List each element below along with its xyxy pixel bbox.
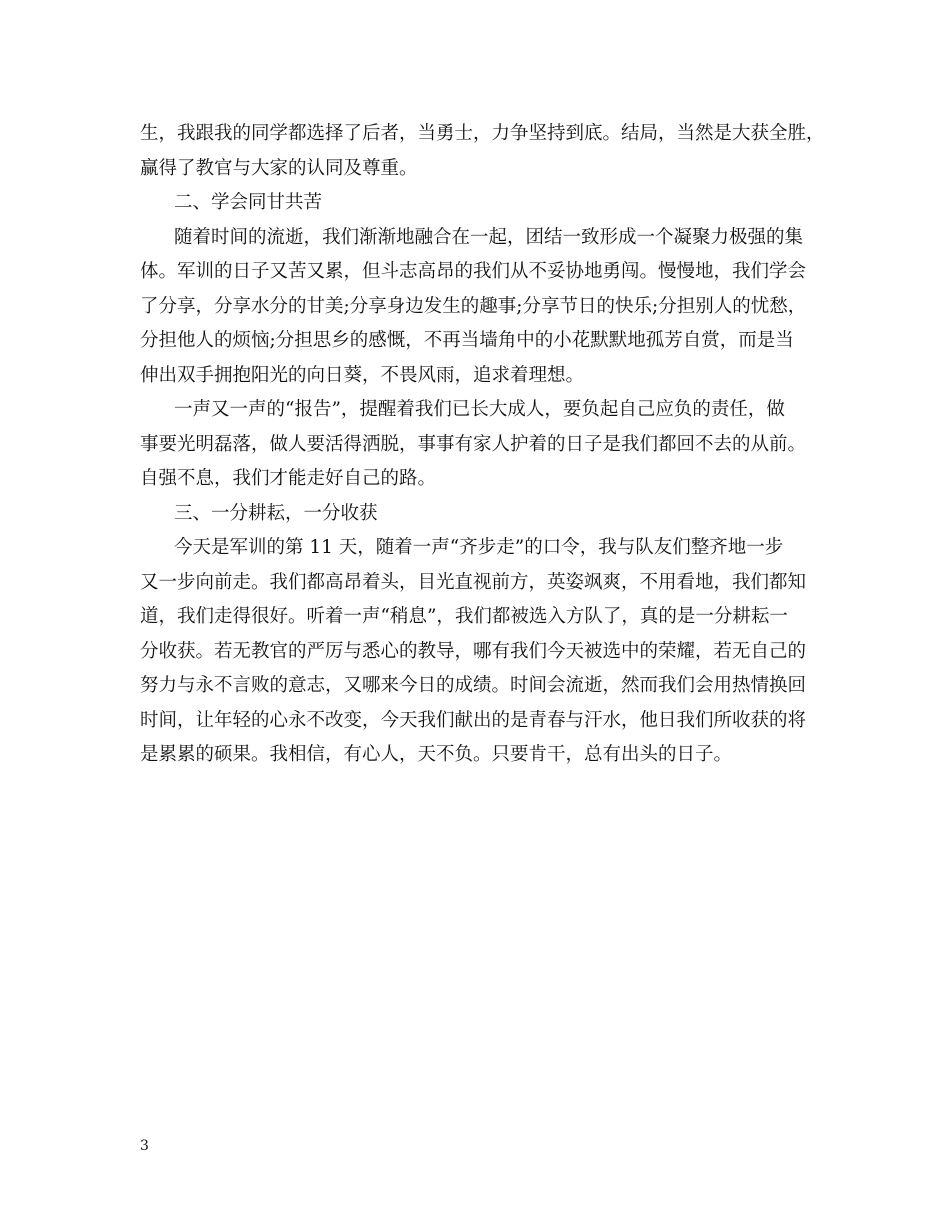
text-line: 是累累的硕果。我相信，有心人，天不负。只要肯干，总有出头的日子。 <box>140 744 733 765</box>
text-line: 时间，让年轻的心永不改变，今天我们献出的是青春与汗水，他日我们所收获的将 <box>140 709 807 731</box>
text-line: 体。军训的日子又苦又累，但斗志高昂的我们从不妥协地勇闯。慢慢地，我们学会 <box>140 261 807 282</box>
section-heading-2 <box>140 186 820 221</box>
text-line: 赢得了教官与大家的认同及尊重。 <box>140 157 418 179</box>
text-line: 分担他人的烦恼;分担思乡的感慨，不再当墙角中的小花默默地孤芳自赏，而是当 <box>140 330 794 351</box>
section-heading-3 <box>140 497 820 532</box>
text-line: 伸出双手拥抱阳光的向日葵，不畏风雨，追求着理想。 <box>140 364 585 386</box>
text-line: 今天是军训的第 11 天，随着一声“齐步走”的口令，我与队友们整齐地一步 <box>174 537 784 558</box>
document-body <box>140 117 825 773</box>
heading-text: 二、学会同甘共苦 <box>174 192 323 213</box>
text-line: 事要光明磊落，做人要活得洒脱，事事有家人护着的日子是我们都回不去的从前。 <box>140 433 807 455</box>
text-line: 一声又一声的“报告”，提醒着我们已长大成人，要负起自己应负的责任，做 <box>174 399 785 420</box>
text-line: 分收获。若无教官的严厉与悉心的教导，哪有我们今天被选中的荣耀，若无自己的 <box>140 640 807 662</box>
paragraph-report <box>140 393 820 497</box>
text-line: 了分享，分享水分的甘美;分享身边发生的趣事;分享节日的快乐;分担别人的忧愁， <box>140 295 807 317</box>
text-line: 道，我们走得很好。听着一声“稍息”，我们都被选入方队了，真的是一分耕耘一 <box>140 606 788 627</box>
text-line: 随着时间的流逝，我们渐渐地融合在一起，团结一致形成一个凝聚力极强的集 <box>174 226 804 248</box>
paragraph-continuation <box>140 117 825 186</box>
page-number: 3 <box>140 1138 149 1154</box>
heading-text: 三、一分耕耘，一分收获 <box>174 502 378 524</box>
text-line: 努力与永不言败的意志，又哪来今日的成绩。时间会流逝，然而我们会用热情换回 <box>140 675 807 696</box>
text-line: 又一步向前走。我们都高昂着头，目光直视前方，英姿飒爽，不用看地，我们都知 <box>140 571 807 593</box>
paragraph-day-eleven <box>140 531 820 773</box>
text-line: 自强不息，我们才能走好自己的路。 <box>140 468 437 489</box>
text-line: 生，我跟我的同学都选择了后者，当勇士，力争坚持到底。结局，当然是大获全胜， <box>140 123 825 144</box>
paragraph-sharing <box>140 221 820 394</box>
